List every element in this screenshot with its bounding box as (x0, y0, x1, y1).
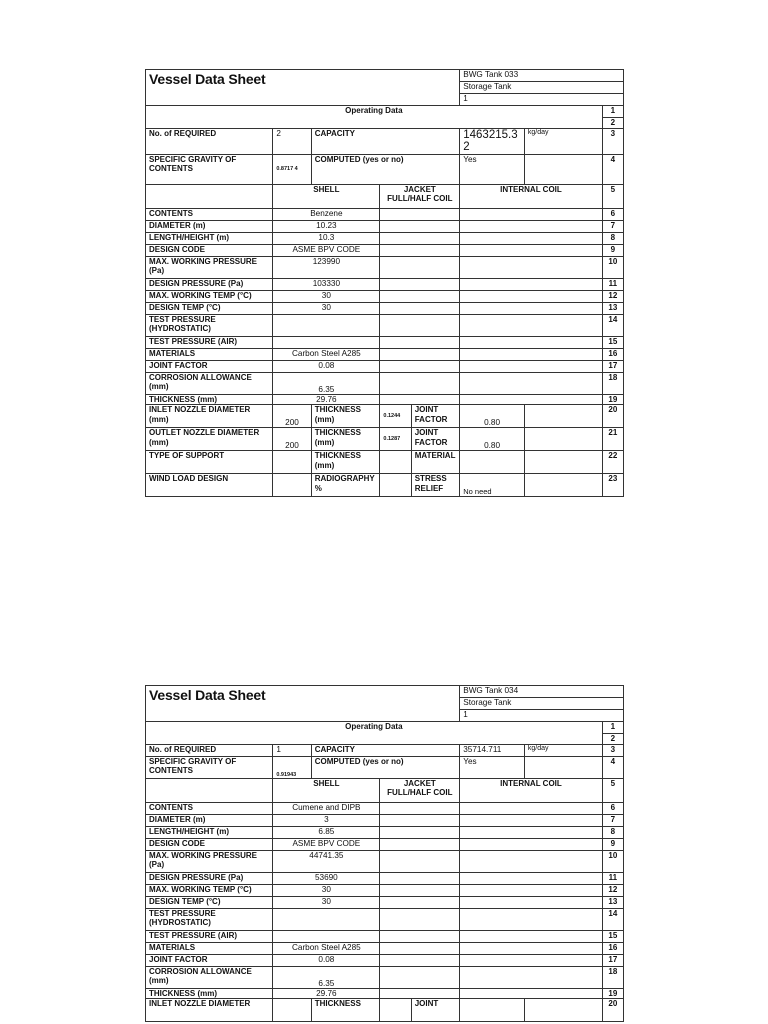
outlet-joint-factor-value: 0.80 (460, 428, 525, 451)
inlet-joint-factor-label: JOINT FACTOR (411, 405, 460, 428)
row-label: THICKNESS (mm) (146, 989, 273, 999)
row-label: DESIGN PRESSURE (Pa) (146, 873, 273, 885)
shell-value: 29.76 (273, 989, 380, 999)
shell-value: 30 (273, 885, 380, 897)
line-number: 6 (602, 209, 623, 221)
line-number: 7 (602, 221, 623, 233)
shell-value: 6.85 (273, 827, 380, 839)
material-label: MATERIAL (411, 451, 460, 474)
specific-gravity-value: 0.8717 4 (273, 155, 311, 185)
row-label: TEST PRESSURE (HYDROSTATIC) (146, 909, 273, 931)
row-label: TEST PRESSURE (AIR) (146, 931, 273, 943)
shell-value: 30 (273, 303, 380, 315)
support-type-label: TYPE OF SUPPORT (146, 451, 273, 474)
support-thickness-label: THICKNESS (mm) (311, 451, 380, 474)
shell-value (273, 931, 380, 943)
wind-load-label: WIND LOAD DESIGN (146, 474, 273, 497)
line-number: 8 (602, 233, 623, 245)
outlet-nozzle-value: 200 (273, 428, 311, 451)
required-value: 2 (273, 129, 311, 155)
line-number: 10 (602, 851, 623, 873)
tank-id: BWG Tank 034 (460, 686, 624, 698)
line-number: 13 (602, 303, 623, 315)
capacity-unit: kg/day (524, 745, 602, 757)
specific-gravity-label: SPECIFIC GRAVITY OF CONTENTS (146, 155, 273, 185)
shell-header: SHELL (273, 779, 380, 803)
line-number: 18 (602, 967, 623, 989)
row-label: DESIGN TEMP (°C) (146, 303, 273, 315)
row-label: DIAMETER (m) (146, 221, 273, 233)
row-label: MAX. WORKING TEMP (°C) (146, 885, 273, 897)
required-label: No. of REQUIRED (146, 129, 273, 155)
line-number: 17 (602, 955, 623, 967)
shell-value: 123990 (273, 257, 380, 279)
radiography-label: RADIOGRAPHY % (311, 474, 380, 497)
specific-gravity-value: 0.91943 (273, 757, 311, 779)
operating-data-heading: Operating Data (146, 106, 603, 129)
line-number: 7 (602, 815, 623, 827)
row-label: LENGTH/HEIGHT (m) (146, 827, 273, 839)
capacity-label: CAPACITY (311, 129, 460, 155)
line-number: 6 (602, 803, 623, 815)
outlet-thickness-label: THICKNESS (mm) (311, 428, 380, 451)
tank-type: Storage Tank (460, 698, 624, 710)
line-number: 3 (602, 129, 623, 155)
row-label: JOINT FACTOR (146, 955, 273, 967)
required-value: 1 (273, 745, 311, 757)
line-number: 3 (602, 745, 623, 757)
line-number: 23 (602, 474, 623, 497)
line-number: 19 (602, 989, 623, 999)
shell-value: 53690 (273, 873, 380, 885)
line-number: 14 (602, 909, 623, 931)
inlet-nozzle-value: 200 (273, 405, 311, 428)
shell-value: 10.23 (273, 221, 380, 233)
row-label: LENGTH/HEIGHT (m) (146, 233, 273, 245)
row-label: MATERIALS (146, 349, 273, 361)
stress-relief-value: No need (460, 474, 525, 497)
row-label: DESIGN CODE (146, 245, 273, 257)
line-number: 2 (602, 118, 623, 129)
capacity-label: CAPACITY (311, 745, 460, 757)
line-number: 20 (602, 405, 623, 428)
row-label: CORROSION ALLOWANCE (mm) (146, 967, 273, 989)
row-label: DIAMETER (m) (146, 815, 273, 827)
required-label: No. of REQUIRED (146, 745, 273, 757)
shell-value (273, 337, 380, 349)
line-number: 18 (602, 373, 623, 395)
row-label: MAX. WORKING PRESSURE (Pa) (146, 851, 273, 873)
shell-value: 10.3 (273, 233, 380, 245)
line-number: 11 (602, 279, 623, 291)
outlet-nozzle-label: OUTLET NOZZLE DIAMETER (mm) (146, 428, 273, 451)
line-number: 15 (602, 337, 623, 349)
shell-value: ASME BPV CODE (273, 245, 380, 257)
row-label: CONTENTS (146, 803, 273, 815)
row-label: DESIGN PRESSURE (Pa) (146, 279, 273, 291)
line-number: 9 (602, 839, 623, 851)
shell-value: Cumene and DIPB (273, 803, 380, 815)
tank-type: Storage Tank (460, 82, 624, 94)
row-label: TEST PRESSURE (HYDROSTATIC) (146, 315, 273, 337)
line-number: 21 (602, 428, 623, 451)
line-number: 1 (602, 106, 623, 118)
row-label: MAX. WORKING TEMP (°C) (146, 291, 273, 303)
row-label: THICKNESS (mm) (146, 395, 273, 405)
line-number: 1 (602, 722, 623, 734)
inlet-joint-factor-label: JOINT (411, 999, 460, 1022)
inlet-thickness-label: THICKNESS (mm) (311, 405, 380, 428)
shell-header: SHELL (273, 185, 380, 209)
inlet-thickness-value: 0.1244 (380, 405, 411, 428)
capacity-unit: kg/day (524, 129, 602, 155)
shell-value: 0.08 (273, 955, 380, 967)
shell-value (273, 909, 380, 931)
row-label: DESIGN TEMP (°C) (146, 897, 273, 909)
row-label: JOINT FACTOR (146, 361, 273, 373)
row-label: MATERIALS (146, 943, 273, 955)
line-number: 4 (602, 155, 623, 185)
line-number: 14 (602, 315, 623, 337)
vessel-data-sheet-tank-033 (145, 69, 624, 497)
computed-label: COMPUTED (yes or no) (311, 757, 460, 779)
shell-value: 30 (273, 897, 380, 909)
shell-value: 44741.35 (273, 851, 380, 873)
computed-value: Yes (460, 757, 525, 779)
line-number: 16 (602, 349, 623, 361)
shell-value: 6.35 (273, 967, 380, 989)
stress-relief-label: STRESS RELIEF (411, 474, 460, 497)
sheet-title: Vessel Data Sheet (146, 70, 460, 106)
line-number: 4 (602, 757, 623, 779)
operating-data-heading: Operating Data (146, 722, 603, 745)
line-number: 5 (602, 185, 623, 209)
shell-value: Carbon Steel A285 (273, 349, 380, 361)
line-number: 12 (602, 885, 623, 897)
vessel-data-sheet-tank-034 (145, 685, 624, 1022)
row-label: TEST PRESSURE (AIR) (146, 337, 273, 349)
shell-value: 6.35 (273, 373, 380, 395)
jacket-header: JACKET FULL/HALF COIL (380, 779, 460, 803)
revision: 1 (460, 710, 624, 722)
capacity-value: 1463215.3 2 (460, 129, 525, 155)
shell-value: 0.08 (273, 361, 380, 373)
revision: 1 (460, 94, 624, 106)
sheet-title: Vessel Data Sheet (146, 686, 460, 722)
tank-id: BWG Tank 033 (460, 70, 624, 82)
row-label: MAX. WORKING PRESSURE (Pa) (146, 257, 273, 279)
internal-coil-header: INTERNAL COIL (460, 779, 602, 803)
line-number: 10 (602, 257, 623, 279)
shell-value: Benzene (273, 209, 380, 221)
shell-value: Carbon Steel A285 (273, 943, 380, 955)
computed-label: COMPUTED (yes or no) (311, 155, 460, 185)
specific-gravity-label: SPECIFIC GRAVITY OF CONTENTS (146, 757, 273, 779)
outlet-joint-factor-label: JOINT FACTOR (411, 428, 460, 451)
shell-value: 29.76 (273, 395, 380, 405)
jacket-header: JACKET FULL/HALF COIL (380, 185, 460, 209)
inlet-nozzle-label: INLET NOZZLE DIAMETER (mm) (146, 405, 273, 428)
line-number: 5 (602, 779, 623, 803)
row-label: CONTENTS (146, 209, 273, 221)
row-label: DESIGN CODE (146, 839, 273, 851)
inlet-nozzle-label: INLET NOZZLE DIAMETER (146, 999, 273, 1022)
line-number: 8 (602, 827, 623, 839)
line-number: 9 (602, 245, 623, 257)
line-number: 22 (602, 451, 623, 474)
line-number: 19 (602, 395, 623, 405)
line-number: 15 (602, 931, 623, 943)
line-number: 16 (602, 943, 623, 955)
outlet-thickness-value: 0.1287 (380, 428, 411, 451)
line-number: 11 (602, 873, 623, 885)
line-number: 2 (602, 734, 623, 745)
line-number: 20 (602, 999, 623, 1022)
capacity-value: 35714.711 (460, 745, 525, 757)
internal-coil-header: INTERNAL COIL (460, 185, 602, 209)
inlet-joint-factor-value: 0.80 (460, 405, 525, 428)
row-label: CORROSION ALLOWANCE (mm) (146, 373, 273, 395)
line-number: 12 (602, 291, 623, 303)
shell-value: ASME BPV CODE (273, 839, 380, 851)
computed-value: Yes (460, 155, 525, 185)
shell-value (273, 315, 380, 337)
shell-value: 3 (273, 815, 380, 827)
line-number: 13 (602, 897, 623, 909)
line-number: 17 (602, 361, 623, 373)
shell-value: 103330 (273, 279, 380, 291)
inlet-thickness-label: THICKNESS (311, 999, 380, 1022)
shell-value: 30 (273, 291, 380, 303)
